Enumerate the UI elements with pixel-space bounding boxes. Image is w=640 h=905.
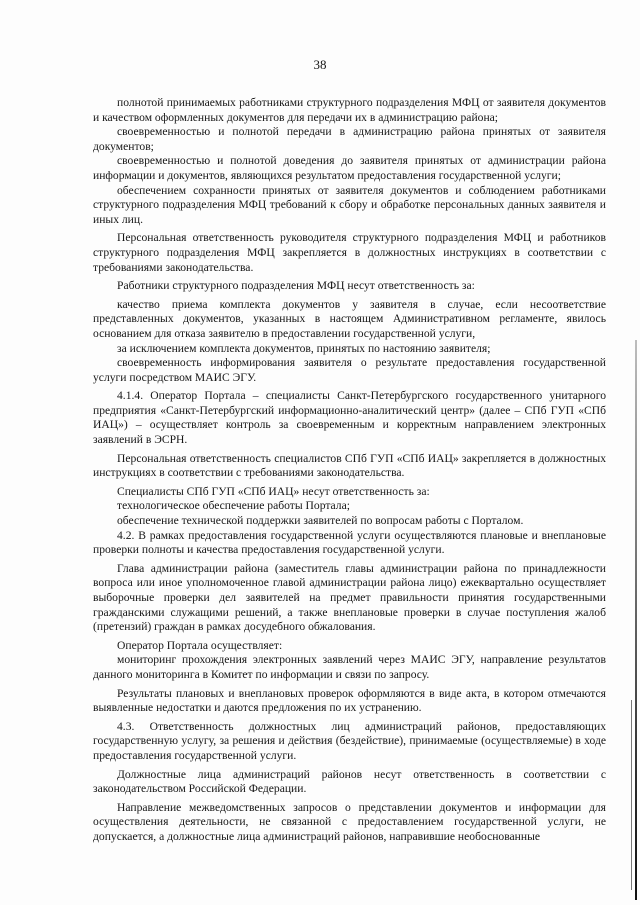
paragraph: Должностные лица администраций районов несут ответственность в соответствии с законодательством Российской Федерации. [93, 767, 606, 796]
section-paragraph: 4.3. Ответственность должностных лиц администраций районов, предоставляющих государственную услугу, за решения и действия (бездействие), принимаемые (осуществляемые) в ходе предоставления государственной услуги. [93, 719, 606, 762]
paragraph: обеспечением сохранности принятых от заявителя документов и соблюдением работниками структурного подразделения МФЦ требований к сбору и обработке персональных данных заявителя и иных лиц. [93, 183, 606, 226]
paragraph: технологическое обеспечение работы Портала; [117, 499, 350, 513]
scan-edge-line [631, 700, 632, 890]
paragraph: Оператор Портала осуществляет: [117, 638, 283, 652]
paragraph: Персональная ответственность специалистов СПб ГУП «СПб ИАЦ» закрепляется в должностных инструкциях в соответствии с требованиями законодательства. [93, 451, 606, 480]
paragraph: мониторинг прохождения электронных заявлений через МАИС ЭГУ, направление результатов данного мониторинга в Комитет по информации и связи по запросу. [93, 653, 606, 681]
paragraph: Специалисты СПб ГУП «СПб ИАЦ» несут ответственность за: [117, 484, 430, 498]
paragraph: своевременность информирования заявителя о результате предоставления государственной услуги посредством МАИС ЭГУ. [93, 356, 606, 384]
document-body [93, 96, 606, 845]
scan-edge-shadow [635, 340, 637, 900]
paragraph: своевременностью и полнотой передачи в администрацию района принятых от заявителя документов; [93, 125, 606, 153]
paragraph: Направление межведомственных запросов о представлении документов и информации для осуществления деятельности, не связанной с предоставлением государственной услуги, не допускается, а должностные лица администраций районов, направившие необоснованные [93, 800, 606, 843]
section-paragraph: 4.2. В рамках предоставления государственной услуги осуществляются плановые и внеплановые проверки полноты и качества предоставления государственной услуги. [93, 528, 606, 557]
page-number: 38 [313, 57, 327, 72]
paragraph: качество приема комплекта документов у заявителя в случае, если несоответствие представленных документов, указанных в настоящем Административном регламенте, явилось основанием для отказа заявителю в предоставлении государственной услуги, [93, 297, 606, 340]
paragraph: своевременностью и полнотой доведения до заявителя принятых от администрации района информации и документов, являющихся результатом предоставления государственной услуги; [93, 154, 606, 182]
paragraph: обеспечение технической поддержки заявителей по вопросам работы с Порталом. [117, 514, 524, 528]
section-paragraph: 4.1.4. Оператор Портала – специалисты Санкт-Петербургского государственного унитарного предприятия «Санкт-Петербургский информационно-аналитический центр» (далее – СПб ГУП «СПб ИАЦ») – осуществляет контроль за своевременным и корректным направлением электронных заявлений в ЭСРН. [93, 389, 606, 447]
paragraph: Работники структурного подразделения МФЦ несут ответственность за: [117, 279, 475, 293]
paragraph: Глава администрации района (заместитель главы администрации района по принадлежности вопроса или иное уполномоченное главой администрации района лицо) ежеквартально осуществляет выборочные проверки дел заявителей на предмет правильности принятия государственными гражданскими служащими решений, а также внеплановые проверки в случае поступления жалоб (претензий) граждан в рамках досудебного обжалования. [93, 561, 606, 634]
paragraph: Персональная ответственность руководителя структурного подразделения МФЦ и работников структурного подразделения МФЦ закрепляется в должностных инструкциях в соответствии с требованиями законодательства. [93, 231, 606, 274]
paragraph: за исключением комплекта документов, принятых по настоянию заявителя; [117, 341, 491, 355]
paragraph: полнотой принимаемых работниками структурного подразделения МФЦ от заявителя документов и качеством оформленных документов для передачи их в администрацию района; [93, 96, 606, 124]
paragraph: Результаты плановых и внеплановых проверок оформляются в виде акта, в котором отмечаются выявленные недостатки и даются предложения по их устранению. [93, 686, 606, 715]
